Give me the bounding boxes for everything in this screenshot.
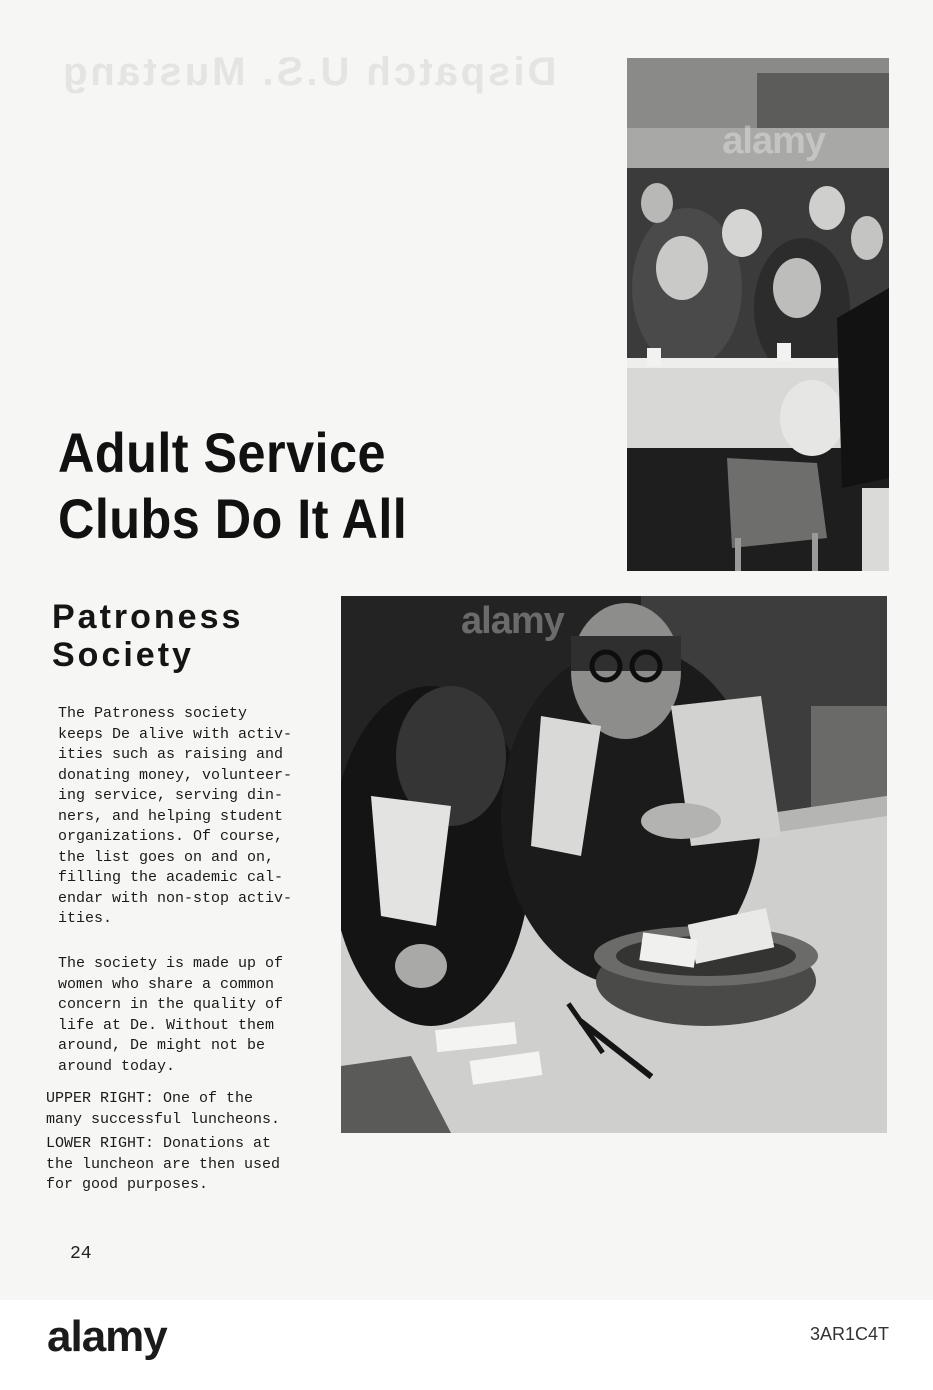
caption-upper-right: UPPER RIGHT: One of the many successful luncheons. (46, 1090, 281, 1128)
bleed-through-text: Dispatch U.S. Mustang (60, 50, 557, 94)
headline-line-2: Clubs Do It All (58, 487, 408, 550)
photo-luncheon (627, 58, 889, 571)
caption-lower-right: LOWER RIGHT: Donations at the luncheon are then used for good purposes. (46, 1135, 281, 1193)
watermark-upper: alamy (722, 120, 825, 162)
subhead-line-2: Society (52, 636, 194, 674)
section-subhead (52, 598, 243, 674)
brand-logo[interactable]: alamy (47, 1312, 167, 1361)
body-paragraph-1: The Patroness society keeps De alive with activ- ities such as raising and donating money, volunteer- ing service, serving din- ners, and helping student organizations. Of course, the list goes on and on, filling the academic cal- endar with non-stop activ- ities. (58, 705, 293, 927)
headline-line-1: Adult Service (58, 421, 386, 484)
subhead-line-1: Patroness (52, 598, 244, 636)
body-paragraph-2: The society is made up of women who share a common concern in the quality of life at De. Without them around, De might not be around today. (58, 955, 284, 1075)
photo-donations-image (341, 596, 887, 1133)
page-headline (58, 420, 407, 552)
page-number: 24 (70, 1244, 92, 1264)
stock-footer-bar (0, 1300, 933, 1390)
photo-luncheon-image (627, 58, 889, 571)
watermark-lower: alamy (461, 600, 564, 642)
stock-image-id: 3AR1C4T (809, 1324, 889, 1344)
photo-donations (341, 596, 887, 1133)
